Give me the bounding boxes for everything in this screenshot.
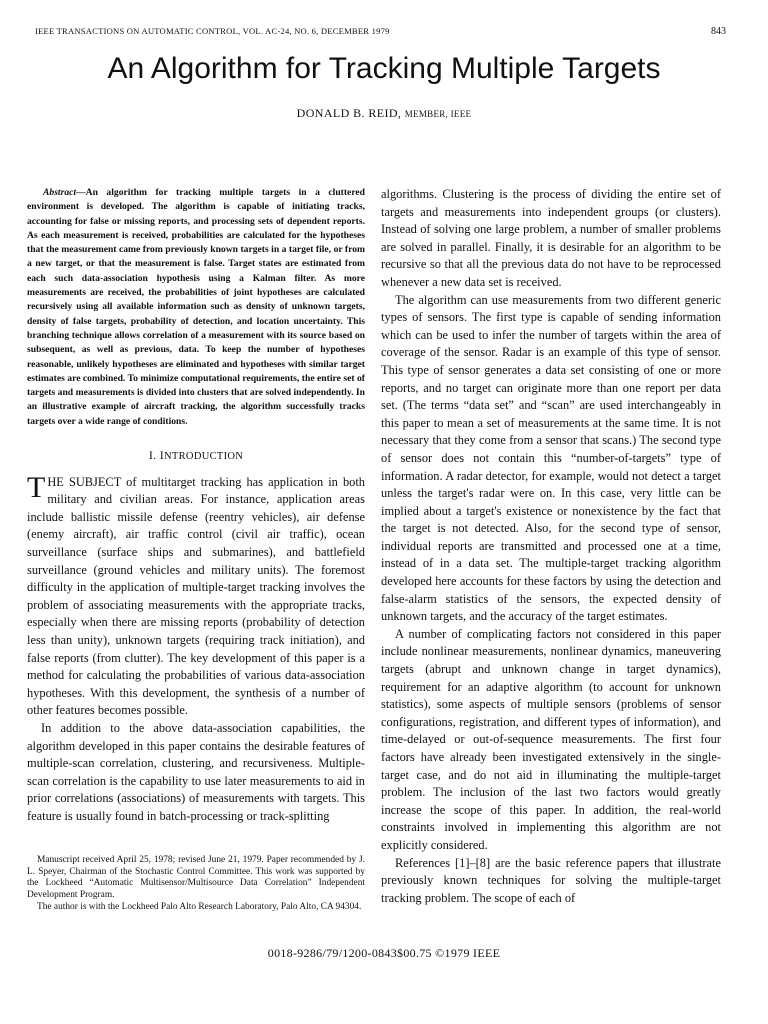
left-column [27, 186, 365, 826]
running-head [35, 26, 726, 40]
intro-paragraph-1 [27, 470, 365, 720]
page-number: 843 [711, 26, 726, 37]
abstract-lead: Abstract— [43, 187, 86, 198]
journal-citation: IEEE TRANSACTIONS ON AUTOMATIC CONTROL, VOL. AC-24, NO. 6, DECEMBER 1979 [35, 26, 390, 36]
paper-title: An Algorithm for Tracking Multiple Targets [107, 52, 661, 85]
right-paragraph-3: A number of complicating factors not considered in this paper include nonlinear measurements, nonlinear dynamics, maneuvering targets (abrupt and unknown change in target dynamics), requirement for an adaptive algorithm (to account for unknown statistics), some aspects of multiple sensors (problems of sensor configurations, registration, and different types of information), and time-delayed or out-of-sequence measurements. The first four factors have already been investigated extensively in the single-target case, and do not aid in illuminating the multiple-target problem. The inclusion of the last two factors would greatly increase the scope of this paper. In addition, the real-world constraints involved in implementing this algorithm are not explicitly considered. [381, 626, 721, 852]
affiliation-note: The author is with the Lockheed Palo Alto Research Laboratory, Palo Alto, CA 94304. [37, 901, 362, 912]
author-membership: MEMBER, IEEE [404, 109, 472, 119]
section-title-initial: I [159, 448, 165, 463]
section-heading [27, 447, 365, 466]
footnotes [27, 855, 365, 914]
abstract [27, 186, 365, 429]
intro-paragraph-1-text: HE SUBJECT of multitarget tracking has application in both military and civilian areas. For instance, application areas include ballistic missile defense (reentry vehicles), air defense (enemy aircraft), air traffic control (civil air traffic), ocean surveillance (surface ships and submarines), and battlefield surveillance (ground vehicles and military units). The foremost difficulty in the application of multiple-target tracking involves the problem of associating measurements with the appropriate tracks, especially when there are missing reports (probability of detection less than unity), unknown targets (requiring track initiation), and false reports (from clutter). The key development of this paper is a method for calculating the probabilities of various data-association hypotheses. With this development, the synthesis of a number of other features becomes possible. [27, 474, 365, 718]
intro-paragraph-2: In addition to the above data-association capabilities, the algorithm developed in this paper contains the desirable features of multiple-scan correlation, clustering, and recursiveness. Multiple-scan correlation is the capability to use later measurements to aid in prior correlations (associations) of measurements with targets. This feature is usually found in batch-processing or track-splitting [27, 720, 365, 823]
section-title-rest: NTRODUCTION [164, 451, 244, 463]
right-column [381, 186, 721, 907]
right-paragraph-4: References [1]–[8] are the basic reference papers that illustrate previously known techniques for solving the multiple-target tracking problem. The scope of each of [381, 855, 721, 905]
abstract-text: An algorithm for tracking multiple targets in a cluttered environment is developed. The algorithm is capable of initiating tracks, accounting for false or missing reports, and processing sets of dependent reports. As each measurement is received, probabilities are calculated for the hypotheses that the measurement came from previously known targets in a target file, or from a new target, or that the measurement is false. Target states are estimated from each such data-association hypothesis using a Kalman filter. As more measurements are received, the probabilities of joint hypotheses are calculated recursively using all available information such as density of unknown targets, density of false targets, probability of detection, and location uncertainty. This branching technique allows correlation of a measurement with its source based on subsequent, as well as previous, data. To keep the number of hypotheses reasonable, unlikely hypotheses are eliminated and hypotheses with similar target estimates are combined. To minimize computational requirements, the entire set of targets and measurements is divided into clusters that are solved independently. In an illustrative example of aircraft tracking, the algorithm successfully tracks targets over a wide range of conditions. [27, 187, 365, 427]
section-number: I. [148, 448, 157, 463]
right-paragraph-2: The algorithm can use measurements from two different generic types of sensors. The first type is capable of sending information which can be used to infer the number of targets within the area of coverage of the sensor. Radar is an example of this type of sensor. This type of sensor generates a data set consisting of one or more reports, and no target can originate more than one report per data set. (The terms “data set” and “scan” are used interchangeably in this paper to mean a set of measurements at the same time. It is not necessary that they come from a sensor that scans.) The second type of sensor does not contain this “number-of-targets” type of information. A radar detector, for example, would not detect a target unless the target's radar were on. In this case, very little can be implied about a target's existence or nonexistence by the fact that the target is not detected. Also, for the second type of sensor, individual reports are transmitted and processed one at a time, instead of in a data set. The multiple-target tracking algorithm developed here accounts for these factors by using the detection and false-alarm statistics of the sensors, the expected density of unknown targets, and the accuracy of the target estimates. [381, 292, 721, 624]
drop-cap: T [27, 470, 46, 504]
author-line [0, 106, 768, 121]
copyright-footer: 0018-9286/79/1200-0843$00.75 ©1979 IEEE [267, 946, 501, 960]
right-paragraph-1: algorithms. Clustering is the process of dividing the entire set of targets and measurements into independent groups (or clusters). Instead of solving one large problem, a number of smaller problems are solved in parallel. Finally, it is desirable for an algorithm to be recursive so that all the previous data do not have to be reprocessed whenever a new data set is received. [381, 187, 721, 289]
author-name: DONALD B. REID, [296, 106, 402, 120]
manuscript-note: Manuscript received April 25, 1978; revised June 21, 1979. Paper recommended by J. L. Speyer, Chairman of the Stochastic Control Committee. This work was supported by the Lockheed “Automatic Multisensor/Multisource Data Correlation” Independent Development Program. [27, 855, 365, 901]
